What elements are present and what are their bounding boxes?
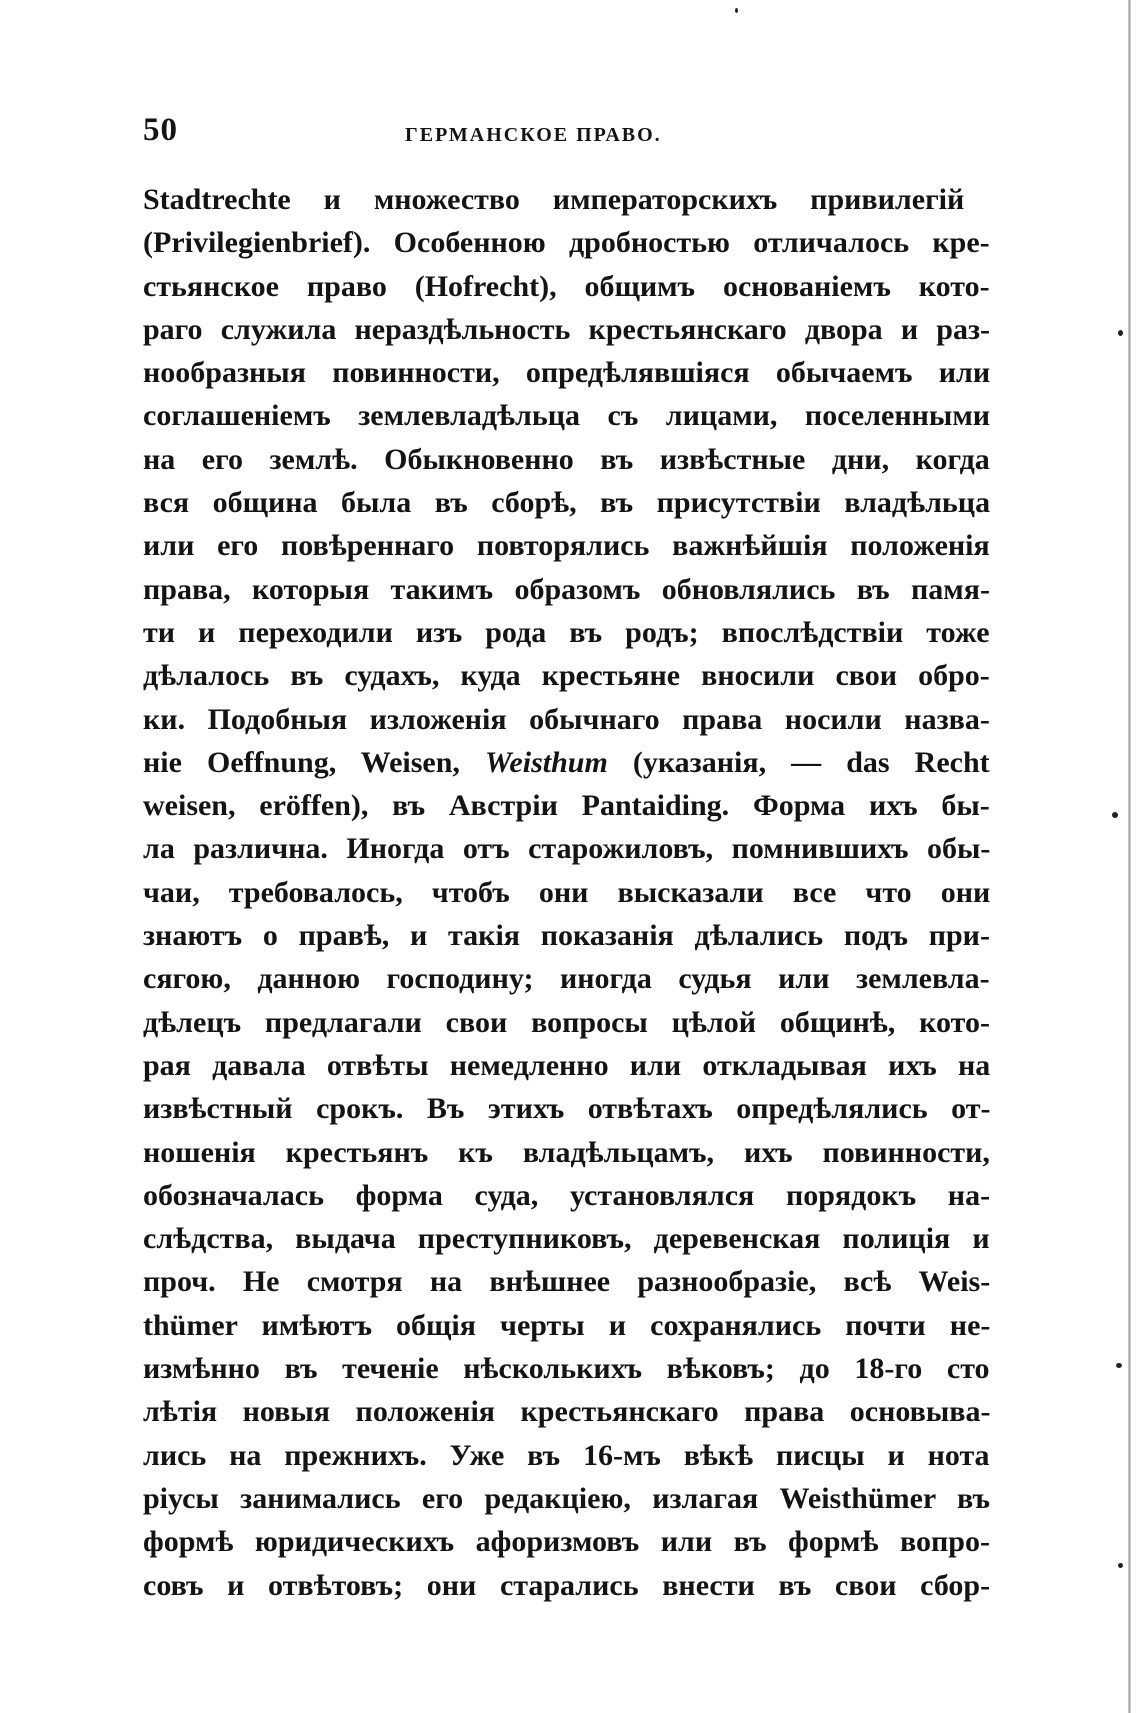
text-line: thümer имѣютъ общія черты и сохранялись почти не- (143, 1308, 991, 1342)
text-line: ти и переходили изъ рода въ родъ; впослѣдствіи тоже (143, 615, 990, 649)
text-line: ла различна. Иногда отъ старожиловъ, помнившихъ обы- (143, 832, 991, 866)
italic-term: Weisthum (484, 745, 608, 779)
text-line: лись на прежнихъ. Уже въ 16-мъ вѣкѣ писцы и нота (143, 1438, 990, 1472)
page-edge-shadow (1128, 0, 1131, 1713)
text-line: чаи, требовалось, чтобъ они высказали все что они (143, 875, 991, 909)
text-line: weisen, eröffen), въ Австріи Pantaiding. Форма ихъ бы- (143, 789, 990, 823)
text-line: нообразныя повинности, опредѣлявшіяся обычаемъ или (143, 356, 991, 390)
text-line: вся община была въ сборѣ, въ присутствіи владѣльца (143, 486, 991, 520)
scan-speck (735, 8, 738, 13)
text-line: совъ и отвѣтовъ; они старались внести въ свои сбор- (143, 1568, 991, 1602)
body-text (143, 178, 990, 1607)
scan-speck (1116, 1363, 1122, 1368)
text-line: знаютъ о правѣ, и такія показанія дѣлались подъ при- (143, 919, 990, 953)
text-line: сягою, данною господину; иногда судья или землевла- (143, 962, 990, 996)
text-line: раго служила нераздѣльность крестьянскаго двора и раз- (143, 312, 991, 346)
scan-speck (1112, 812, 1118, 818)
text-line: рая давала отвѣты немедленно или откладывая ихъ на (143, 1048, 991, 1082)
text-line: ріусы занимались его редакціею, излагая Weisthümer въ (143, 1481, 990, 1515)
scan-speck (1118, 330, 1123, 336)
page-number: 50 (143, 112, 178, 148)
page-header (143, 112, 990, 152)
scan-speck (1118, 1563, 1123, 1568)
text-line: дѣлецъ предлагали свои вопросы цѣлой общинѣ, кото- (143, 1005, 990, 1039)
text-line: или его повѣреннаго повторялись важнѣйшія положенія (143, 529, 990, 563)
text-line: на его землѣ. Обыкновенно въ извѣстные дни, когда (143, 442, 990, 476)
text-line: измѣнно въ теченіе нѣсколькихъ вѣковъ; до 18-го сто (143, 1352, 990, 1386)
running-title: ГЕРМАНСКОЕ ПРАВО. (405, 124, 662, 146)
text-line-with-italic: ніе Oeffnung, Weisen, Weisthum (указанія, — das Recht (143, 745, 990, 779)
text-line: лѣтія новыя положенія крестьянскаго права основыва- (143, 1395, 991, 1429)
text-line: извѣстный срокъ. Въ этихъ отвѣтахъ опредѣлялись от- (143, 1092, 991, 1126)
text-line: права, которыя такимъ образомъ обновлялись въ памя- (143, 572, 990, 606)
text-line: проч. Не смотря на внѣшнее разнообразіе, всѣ Weis- (143, 1265, 991, 1299)
text-line: стьянское право (Hofrecht), общимъ основаніемъ кото- (143, 269, 990, 303)
text-line: ки. Подобныя изложенія обычнаго права носили назва- (143, 702, 990, 736)
text-line: соглашеніемъ землевладѣльца съ лицами, поселенными (143, 399, 991, 433)
text-line: слѣдства, выдача преступниковъ, деревенская полиція и (143, 1222, 990, 1256)
text-line: дѣлалось въ судахъ, куда крестьяне вносили свои обро- (143, 659, 990, 693)
text-line: формѣ юридическихъ афоризмовъ или въ формѣ вопро- (143, 1525, 990, 1559)
text-line: Stadtrechte и множество императорскихъ привилегій (143, 183, 965, 216)
text-line: обозначалась форма суда, установлялся порядокъ на- (143, 1178, 991, 1212)
text-line: ношенія крестьянъ къ владѣльцамъ, ихъ повинности, (143, 1135, 990, 1169)
text-line: (Privilegienbrief). Особенною дробностью отличалось кре- (143, 226, 990, 260)
